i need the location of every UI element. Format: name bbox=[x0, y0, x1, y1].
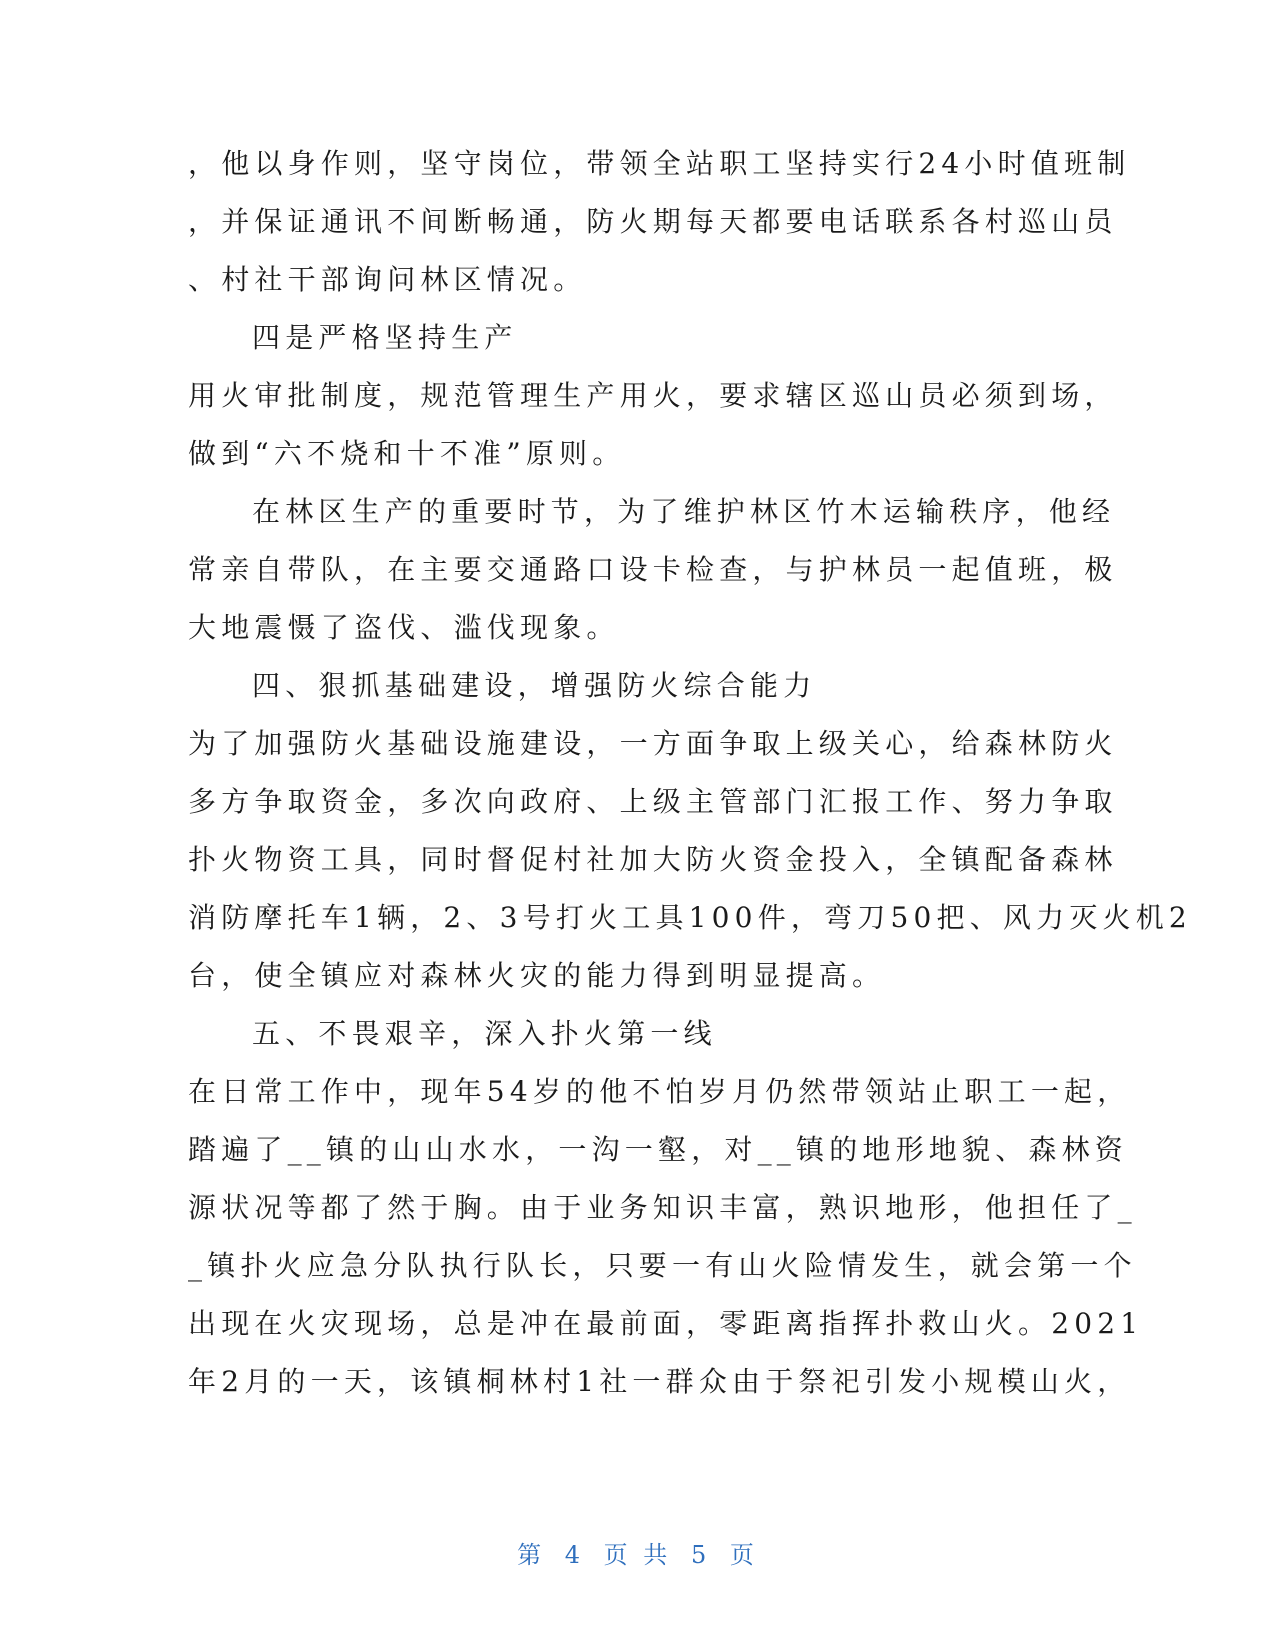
body-line-21: 出现在火灾现场，总是冲在最前面，零距离指挥扑救山火。2021 bbox=[188, 1307, 1144, 1340]
body-line-15: 台，使全镇应对森林火灾的能力得到明显提高。 bbox=[188, 959, 886, 992]
body-line-8: 常亲自带队，在主要交通路口设卡检查，与护林员一起值班，极 bbox=[188, 553, 1118, 586]
body-line-13: 扑火物资工具，同时督促村社加大防火资金投入，全镇配备森林 bbox=[188, 843, 1118, 876]
footer-prefix: 第 bbox=[517, 1541, 546, 1569]
body-line-22: 年2月的一天，该镇桐林村1社一群众由于祭祀引发小规模山火， bbox=[188, 1365, 1131, 1398]
footer-page-number: 4 bbox=[564, 1541, 585, 1569]
body-line-11: 为了加强防火基础设施建设，一方面争取上级关心，给森林防火 bbox=[188, 727, 1118, 760]
page-footer bbox=[0, 1540, 1275, 1570]
body-line-2: ，并保证通讯不间断畅通，防火期每天都要电话联系各村巡山员 bbox=[188, 205, 1118, 238]
body-line-12: 多方争取资金，多次向政府、上级主管部门汇报工作、努力争取 bbox=[188, 785, 1118, 818]
body-line-4: 四是严格坚持生产 bbox=[252, 321, 518, 354]
body-line-6: 做到“六不烧和十不准”原则。 bbox=[188, 437, 626, 470]
body-line-7: 在林区生产的重要时节，为了维护林区竹木运输秩序，他经 bbox=[252, 495, 1116, 528]
section-heading-4: 四、狠抓基础建设，增强防火综合能力 bbox=[252, 669, 817, 702]
body-line-18: 踏遍了__镇的山山水水，一沟一壑，对__镇的地形地貌、森林资 bbox=[188, 1133, 1129, 1166]
body-line-17: 在日常工作中，现年54岁的他不怕岁月仍然带领站止职工一起， bbox=[188, 1075, 1131, 1108]
body-line-1: ，他以身作则，坚守岗位，带领全站职工坚持实行24小时值班制 bbox=[188, 147, 1131, 180]
footer-total-pages: 5 bbox=[690, 1541, 711, 1569]
body-line-5: 用火审批制度，规范管理生产用火，要求辖区巡山员必须到场， bbox=[188, 379, 1118, 412]
footer-suffix: 页 bbox=[729, 1541, 758, 1569]
body-line-14: 消防摩托车1辆，2、3号打火工具100件，弯刀50把、风力灭火机2 bbox=[188, 901, 1192, 934]
body-line-19: 源状况等都了然于胸。由于业务知识丰富，熟识地形，他担任了_ bbox=[188, 1191, 1137, 1224]
body-line-3: 、村社干部询问林区情况。 bbox=[188, 263, 587, 296]
body-line-9: 大地震慑了盗伐、滥伐现象。 bbox=[188, 611, 620, 644]
section-heading-5: 五、不畏艰辛，深入扑火第一线 bbox=[252, 1017, 717, 1050]
footer-middle: 页 共 bbox=[603, 1541, 672, 1569]
body-line-20: _镇扑火应急分队执行队长，只要一有山火险情发生，就会第一个 bbox=[188, 1249, 1137, 1282]
